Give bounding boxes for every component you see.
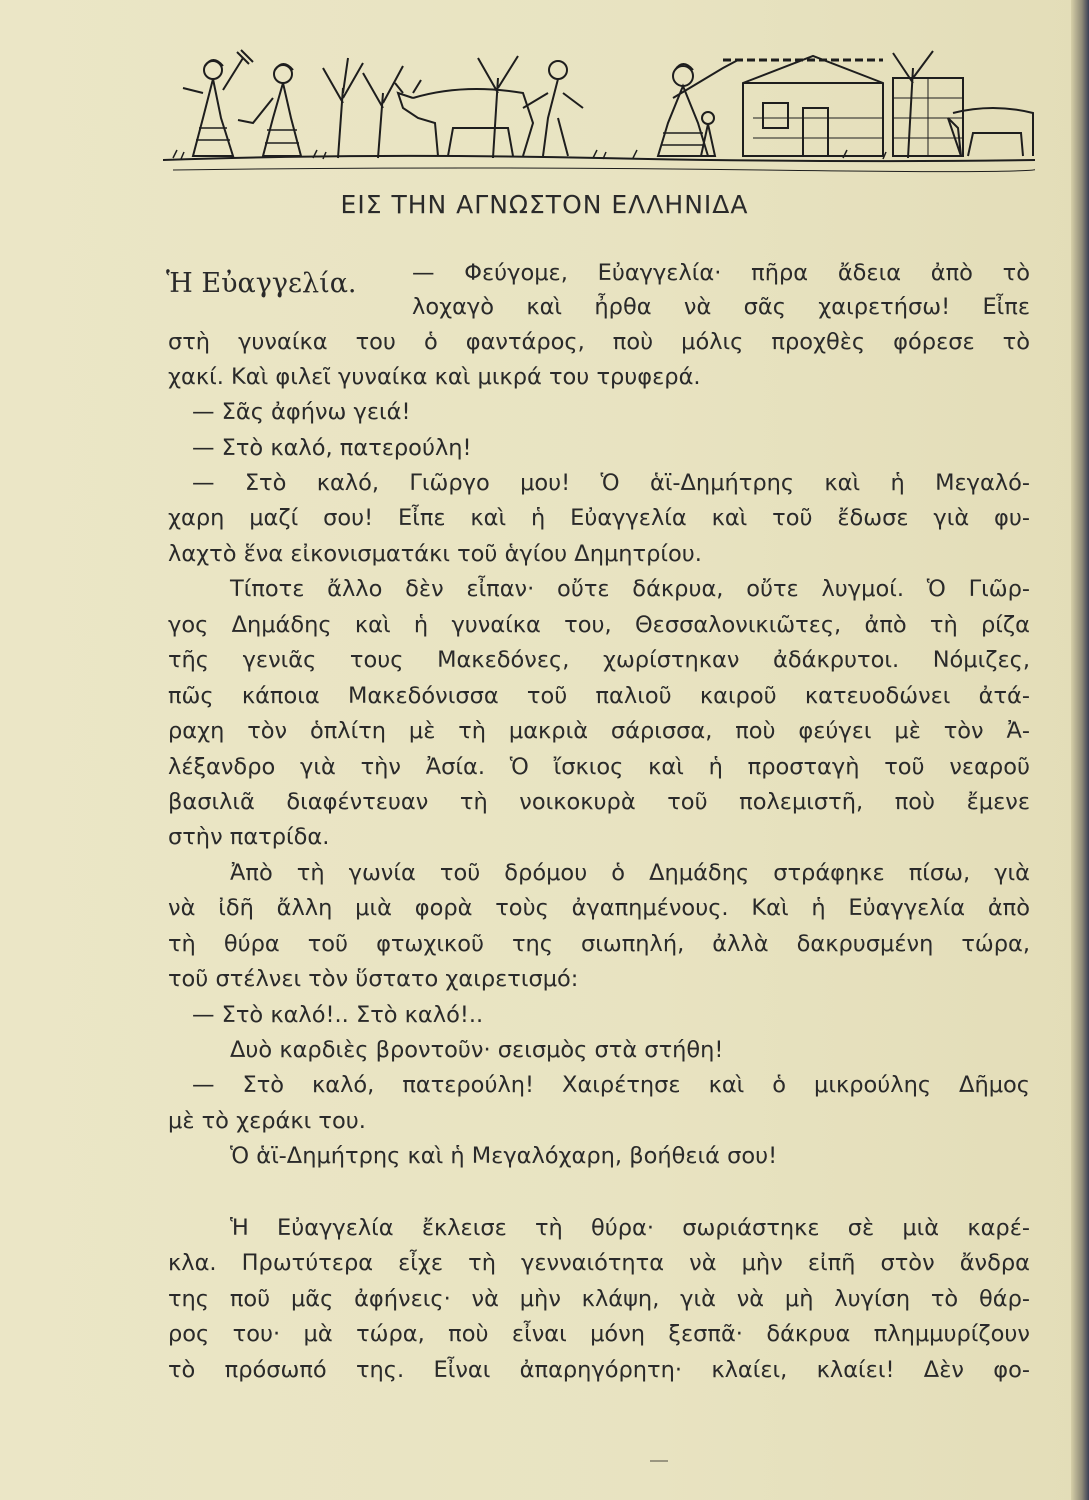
text-line: Τίποτε ἄλλο δὲν εἶπαν· οὔτε δάκρυα, οὔτε λυγμοί. Ὁ Γιῶρ- [230, 576, 1030, 602]
text-line: τοῦ στέλνει τὸν ὕστατο χαιρετισμό: [168, 966, 579, 992]
text-line: — Σᾶς ἀφήνω γειά! [192, 399, 411, 425]
text-line: της ποῦ μᾶς ἀφήνεις· νὰ μὴν κλάψη, γιὰ νὰ μὴ λυγίση τὸ θάρ- [168, 1286, 1030, 1312]
text-line: λοχαγὸ καὶ ἦρθα νὰ σᾶς χαιρετήσω! Εἶπε [412, 294, 1030, 320]
text-line: γος Δημάδης καὶ ἡ γυναίκα του, Θεσσαλονικιῶτες, ἀπὸ τὴ ρίζα [168, 612, 1030, 638]
text-line: Ἡ Εὐαγγελία ἔκλεισε τὴ θύρα· σωριάστηκε σὲ μιὰ καρέ- [230, 1215, 1030, 1241]
page-title: ΕΙΣ ΤΗΝ ΑΓΝΩΣΤΟΝ ΕΛΛΗΝΙΔΑ [340, 190, 749, 219]
text-line: τῆς γενιᾶς τους Μακεδόνες, χωρίστηκαν ἀδάκρυτοι. Νόμιζες, [168, 647, 1030, 673]
text-line: τὸ πρόσωπό της. Εἶναι ἀπαρηγόρητη· κλαίει, κλαίει! Δὲν φο- [168, 1357, 1030, 1383]
text-line: χακί. Καὶ φιλεῖ γυναίκα καὶ μικρά του τρυφερά. [168, 364, 701, 390]
text-line: χαρη μαζί σου! Εἶπε καὶ ἡ Εὐαγγελία καὶ τοῦ ἔδωσε γιὰ φυ- [168, 505, 1030, 531]
text-line: — Στὸ καλό, πατερούλη! [192, 435, 472, 461]
text-line: κλα. Πρωτύτερα εἶχε τὴ γενναιότητα νὰ μὴν εἰπῆ στὸν ἄνδρα [168, 1250, 1030, 1276]
smudge-mark [650, 1460, 668, 1462]
text-line: ρος του· μὰ τώρα, ποὺ εἶναι μόνη ξεσπᾶ· δάκρυα πλημμυρίζουν [168, 1321, 1030, 1347]
text-line: λαχτὸ ἕνα εἰκονισματάκι τοῦ ἁγίου Δημητρίου. [168, 541, 702, 567]
illustrated-banner [163, 48, 1035, 176]
side-title: Ἡ Εὐαγγελία. [166, 268, 357, 299]
text-line: Ὁ ἁϊ-Δημήτρης καὶ ἡ Μεγαλόχαρη, βοήθειά σου! [230, 1143, 778, 1169]
text-line: βασιλιᾶ διαφέντευαν τὴ νοικοκυρὰ τοῦ πολεμιστῆ, ποὺ ἔμενε [168, 789, 1030, 815]
text-line: — Στὸ καλό, πατερούλη! Χαιρέτησε καὶ ὁ μικρούλης Δῆμος [192, 1072, 1030, 1098]
text-line: πῶς κάποια Μακεδόνισσα τοῦ παλιοῦ καιροῦ κατευοδώνει ἀτά- [168, 683, 1030, 709]
text-line: — Φεύγομε, Εὐαγγελία· πῆρα ἄδεια ἀπὸ τὸ [412, 260, 1030, 286]
text-line: στὴν πατρίδα. [168, 824, 330, 850]
text-line: — Στὸ καλό!.. Στὸ καλό!.. [192, 1002, 484, 1028]
text-line: μὲ τὸ χεράκι του. [168, 1108, 366, 1134]
text-line: Ἀπὸ τὴ γωνία τοῦ δρόμου ὁ Δημάδης στράφηκε πίσω, γιὰ [230, 860, 1030, 886]
text-line: Δυὸ καρδιὲς βροντοῦν· σεισμὸς στὰ στήθη! [230, 1037, 724, 1063]
village-scene-illustration [163, 48, 1035, 176]
book-spine-edge [1071, 0, 1089, 1500]
text-line: τὴ θύρα τοῦ φτωχικοῦ της σιωπηλή, ἀλλὰ δακρυσμένη τώρα, [168, 931, 1030, 957]
text-line: νὰ ἰδῆ ἄλλη μιὰ φορὰ τοὺς ἀγαπημένους. Καὶ ἡ Εὐαγγελία ἀπὸ [168, 895, 1030, 921]
text-line: στὴ γυναίκα του ὁ φαντάρος, ποὺ μόλις προχθὲς φόρεσε τὸ [168, 329, 1030, 355]
text-line: — Στὸ καλό, Γιῶργο μου! Ὁ ἁϊ-Δημήτρης καὶ ἡ Μεγαλό- [192, 470, 1030, 496]
text-line: ραχη τὸν ὁπλίτη μὲ τὴ μακριὰ σάρισσα, ποὺ φεύγει μὲ τὸν Ἀ- [168, 718, 1030, 744]
text-line: λέξανδρο γιὰ τὴν Ἀσία. Ὁ ἴσκιος καὶ ἡ προσταγὴ τοῦ νεαροῦ [168, 754, 1030, 780]
